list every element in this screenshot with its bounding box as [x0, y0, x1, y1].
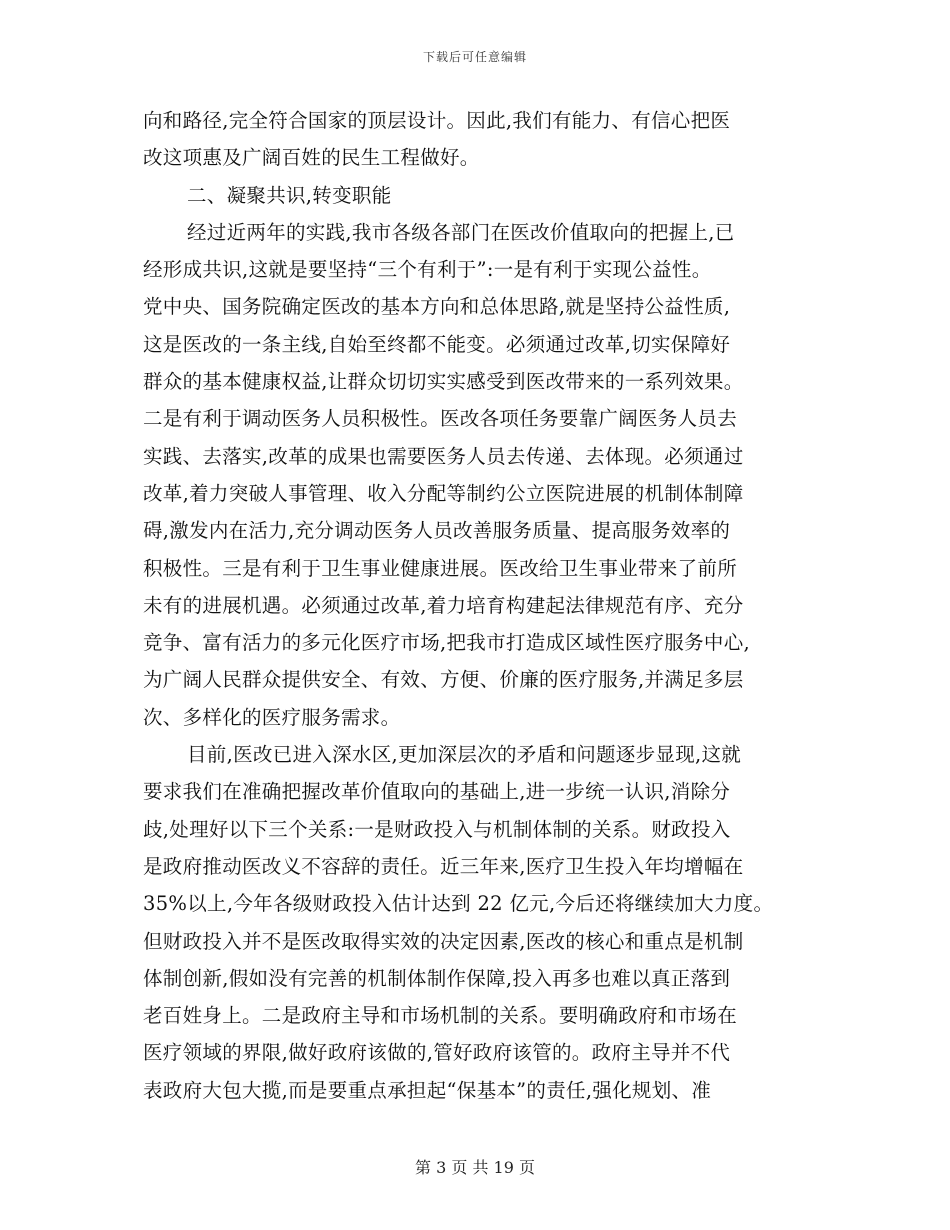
- text-line: 实践、去落实,改革的成果也需要医务人员去传递、去体现。必须通过: [143, 444, 744, 468]
- text-line: 但财政投入并不是医改取得实效的决定因素,医改的核心和重点是机制: [143, 929, 744, 953]
- text-line: 未有的进展机遇。必须通过改革,着力培育构建起法律规范有序、充分: [143, 593, 744, 617]
- text-line: 要求我们在准确把握改革价值取向的基础上,进一步统一认识,消除分: [143, 780, 731, 804]
- text-line: 老百姓身上。二是政府主导和市场机制的关系。要明确政府和市场在: [143, 1004, 738, 1028]
- text-line: 次、多样化的医疗服务需求。: [143, 705, 401, 729]
- text-line: 医疗领域的界限,做好政府该做的,管好政府该管的。政府主导并不代: [143, 1041, 731, 1065]
- text-line: 这是医改的一条主线,自始至终都不能变。必须通过改革,切实保障好: [143, 332, 731, 356]
- text-line: 积极性。三是有利于卫生事业健康进展。医改给卫生事业带来了前所: [143, 556, 738, 580]
- text-line: 35%以上,今年各级财政投入估计达到 22 亿元,今后还将继续加大力度。: [143, 892, 774, 916]
- text-line: 党中央、国务院确定医改的基本方向和总体思路,就是坚持公益性质,: [143, 295, 731, 319]
- text-line: 经形成共识,这就是要坚持“三个有利于”:一是有利于实现公益性。: [143, 258, 712, 282]
- text-line: 改革,着力突破人事管理、收入分配等制约公立医院进展的机制体制障: [143, 481, 744, 505]
- text-line: 为广阔人民群众提供安全、有效、方便、价廉的医疗服务,并满足多层: [143, 668, 744, 692]
- page-footer: 第 3 页 共 19 页: [415, 1158, 535, 1177]
- text-line: 群众的基本健康权益,让群众切切实实感受到医改带来的一系列效果。: [143, 370, 744, 394]
- page-header: 下载后可任意编辑: [422, 50, 527, 64]
- text-line: 目前,医改已进入深水区,更加深层次的矛盾和问题逐步显现,这就: [187, 743, 742, 767]
- text-line: 表政府大包大揽,而是要重点承担起“保基本”的责任,强化规划、准: [143, 1078, 712, 1102]
- text-line: 经过近两年的实践,我市各级各部门在医改价值取向的把握上,已: [187, 220, 735, 244]
- text-line: 是政府推动医改义不容辞的责任。近三年来,医疗卫生投入年均增幅在: [143, 854, 744, 878]
- text-line: 改这项惠及广阔百姓的民生工程做好。: [143, 146, 480, 170]
- text-line: 二、凝聚共识,转变职能: [187, 183, 392, 207]
- document-body: [143, 102, 813, 1109]
- text-line: 向和路径,完全符合国家的顶层设计。因此,我们有能力、有信心把医: [143, 109, 731, 132]
- text-line: 体制创新,假如没有完善的机制体制作保障,投入再多也难以真正落到: [143, 966, 731, 990]
- text-line: 碍,激发内在活力,充分调动医务人员改善服务质量、提高服务效率的: [143, 519, 731, 543]
- text-line: 歧,处理好以下三个关系:一是财政投入与机制体制的关系。财政投入: [143, 817, 731, 841]
- text-line: 竞争、富有活力的多元化医疗市场,把我市打造成区域性医疗服务中心,: [143, 631, 750, 655]
- text-line: 二是有利于调动医务人员积极性。医改各项任务要靠广阔医务人员去: [143, 407, 738, 431]
